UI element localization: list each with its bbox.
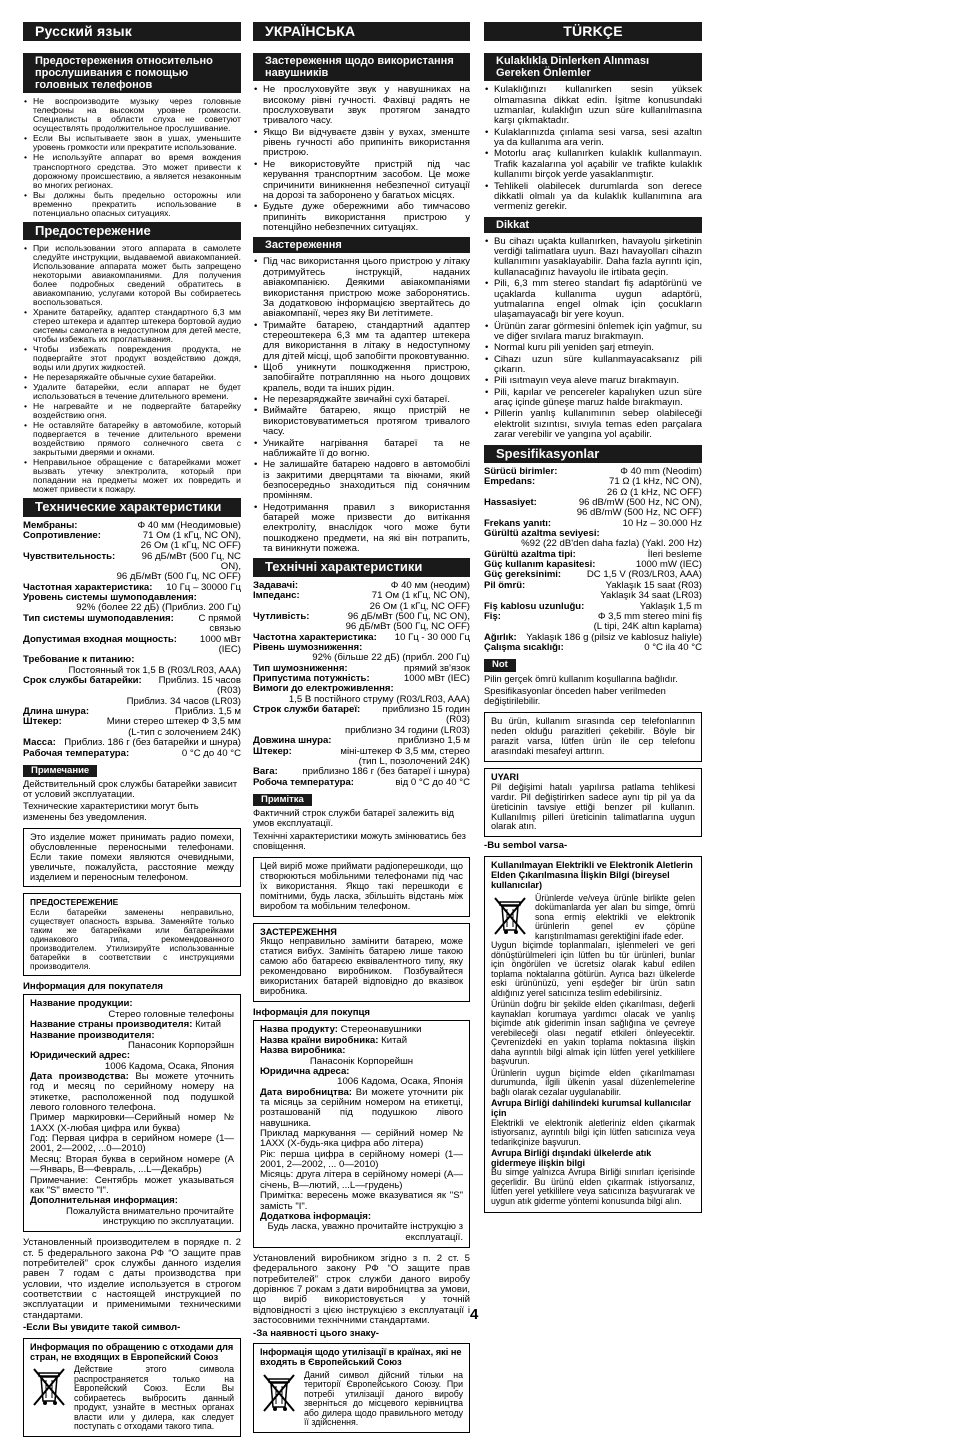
crossed-bin-icon — [260, 1371, 298, 1415]
spec-value: приблизно 15 годин (R03) — [382, 704, 470, 726]
interference-box-ru — [23, 828, 241, 888]
buyer-info-box-uk — [253, 1020, 470, 1248]
page-number: 4 — [470, 1306, 479, 1323]
info-line: Приклад маркування — серійний номер № 1AXX (X-будь-яка цифра або літера) — [260, 1128, 463, 1150]
info-line: Місяць: друга літера в серійному номері (A—січень, B—лютий, ...L—грудень) — [260, 1169, 463, 1191]
spec-key: Строк служби батареї: — [253, 704, 361, 716]
info-line — [30, 1072, 234, 1113]
list-item: • Не нагревайте и не подвергайте батарейку воздействию огня. — [33, 402, 241, 420]
list-item: • Не оставляйте батарейку в автомобиле, который подвергается в течение длительного времени воздействию прямого солнечного света с закрытыми дверями и окнами. — [33, 421, 241, 457]
spec-row: Рівень шумозниження: — [253, 641, 363, 653]
spec-value: 10 Гц - 30 000 Гц — [394, 631, 470, 643]
spec-key: Чувствительность: — [23, 550, 116, 562]
weee-title-uk: Інформація щодо утилізації в країнах, які не входять в Європейський Союз — [260, 1346, 462, 1367]
spec-row — [23, 738, 241, 748]
battery-warning-box-uk — [253, 923, 470, 1003]
column-ukrainian — [253, 22, 470, 1428]
list-item: • Motorlu araç kullanırken kulaklık kullanmayın. Trafik kazalarına yol açabilir ve trafikte kulaklık kullanımı birçok yerde yasaklanmıştır. — [494, 149, 702, 180]
language-header-ru: Русский язык — [23, 22, 241, 41]
spec-row: Требование к питанию: — [23, 654, 135, 666]
spec-value: 96 дБ/мВт (500 Гц, NC ON), — [347, 610, 470, 622]
list-item: • Pili, kapılar ve pencereler kapalıyken uzun süre araç içinde güneşe maruz halde bırakmayın. — [494, 388, 702, 409]
spec-row — [484, 477, 702, 487]
spec-value: Yaklaşık 15 saat (R03) — [605, 579, 702, 591]
info-label: Назва виробника: — [260, 1045, 346, 1057]
spec-key: Задавачі: — [253, 579, 299, 591]
caution-list-tr — [484, 237, 702, 441]
spec-value: Приблиз. 186 г (без батарейки и шнура) — [64, 737, 241, 749]
spec-row — [484, 643, 702, 653]
service-life-text-ru: Установленный производителем в порядке п. 2 ст. 5 федерального закона РФ “О защите прав потребителей” срок службы данного изделия равен 7 годам с даты производства при условии, что изделие используется в строгом соответствии с настоящей инструкцией по эксплуатации и применимыми техническими стандартами. — [23, 1237, 241, 1321]
spec-row: 1,5 В постійного струму (R03/LR03, AAA) — [288, 693, 470, 705]
info-line — [260, 1088, 463, 1129]
list-item: • Неправильное обращение с батарейками может вызвать утечку электролита, который при попадании на предметы может их повредить и может привести к пожару. — [33, 458, 241, 494]
spec-key: Тип шумозниження: — [253, 662, 348, 674]
spec-value: 71 Ω (1 kHz, NC ON), — [609, 476, 702, 488]
spec-row — [253, 591, 470, 601]
info-value: Ви можете уточнити рік та місяць за серійним номером на етикетці, розташованій під подушкою лівого навушника. — [260, 1086, 463, 1129]
spec-row: Gürültü azaltma seviyesi: — [484, 527, 600, 539]
spec-value: 10 Hz – 30.000 Hz — [622, 517, 702, 529]
battery-warning-title-ru: ПРЕДОСТЕРЕЖЕНИЕ — [30, 897, 119, 908]
interference-text-ru: Это изделие может принимать радио помехи, обусловленные переносными телефонами. Если такие помехи являются очевидными, увеличьте, пожалуйста, расстояние между изделием и переносным телефоном. — [30, 831, 234, 882]
precaution-list-ru — [23, 97, 241, 217]
service-life-text-uk: Установлений виробником згідно з п. 2 ст. 5 федерального закону РФ “О защите прав потребителей” строк служби даного виробу дорівнює 7 рокам з дати виробництва за умови, що виріб використовується у точній відповідності з цією інструкцією з експлуатації і застосовними технічними стандартами. — [253, 1253, 470, 1327]
info-label: Название производителя: — [30, 1029, 155, 1041]
info-line: Рік: перша цифра в серійному номері (1—2001, 2—2002, ... 0—2010) — [260, 1148, 463, 1171]
spec-key: Ağırlık: — [484, 631, 517, 643]
spec-key: Fiş kablosu uzunluğu: — [484, 600, 585, 612]
list-item: • Не используйте аппарат во время вождения транспортного средства. Это может привести к дорожному происшествию, а является незаконным во многих регионах. — [33, 153, 241, 189]
info-label: Назва продукту: — [260, 1024, 338, 1036]
info-line: Пример маркировки—Серийный номер № 1AXX (X-любая цифра или буква) — [30, 1112, 234, 1134]
buyer-info-box-ru — [23, 994, 241, 1232]
list-item: • Храните батарейку, адаптер стандартного 6,3 мм стерео штекера и адаптер штекера бортовой аудио системы самолета в недоступном для детей месте, чтобы избежать их проглатывания. — [33, 308, 241, 344]
spec-row: Постоянный ток 1,5 В (R03/LR03, AAA) — [68, 664, 241, 676]
spec-row: 26 Ω (1 kHz, NC OFF) — [606, 486, 702, 498]
spec-value: Φ 40 mm (Neodim) — [620, 465, 702, 477]
caution-list-ru — [23, 244, 241, 494]
spec-row: 92% (более 22 дБ) (Приблиз. 200 Гц) — [76, 602, 241, 614]
spec-key: Güç gereksinimi: — [484, 569, 562, 581]
list-item: • При использовании этого аппарата в самолете следуйте инструкции, выдаваемой авиакомпанией. Использование аппарата может быть запрещено некоторыми авиакомпаниями. Для получения более подробных сведений обратитесь в авиакомпанию, услугами которой Вы собираетесь воспользоваться. — [33, 244, 241, 307]
info-value: Вы можете уточнить год и месяц по серийному номеру на этикетке, расположенной под подушкой левого головного телефона. — [30, 1070, 234, 1114]
spec-row: 26 Ом (1 кГц, NC OFF) — [369, 600, 470, 612]
spec-row: 96 dB/mW (500 Hz, NC OFF) — [576, 507, 702, 519]
info-line: Примітка: вересень може вказуватися як "S" замість "I". — [260, 1190, 463, 1212]
spec-value: приблизно 1,5 м — [397, 735, 470, 747]
list-item: • Kulaklarınızda çınlama sesi varsa, sesi azaltın ya da kullanıma ara verin. — [494, 128, 702, 149]
interference-text-uk: Цей виріб може приймати радіоперешкоди, що створюються мобільними телефонами під час їх використання. Якщо такі перешкоди є помітними, будь ласка, збільшіть відстань між виробом та мобільним телефоном. — [260, 860, 463, 911]
info-line: Год: Первая цифра в серийном номере (1—2001, 2—2002, ...0—2010) — [30, 1133, 234, 1155]
weee-title-tr: Kullanılmayan Elektrikli ve Elektronik Aletlerin Elden Çıkarılmasına İlişkin Bilgi (bireysel kullanıcılar) — [491, 859, 693, 890]
note-text2-tr: Spesifikasyonlar önceden haber verilmeden değiştirilebilir. — [484, 684, 666, 706]
battery-warning-text-uk: Якщо неправильно замінити батарею, може статися вибух. Замініть батарею лише такою самою або батареєю еквівалентного типу, яку рекомендовано виробником. Позбувайтеся використаних батарей відповідно до вказівок виробника. — [260, 936, 463, 997]
spec-key: Длина шнура: — [23, 706, 90, 718]
spec-value: приблизно 186 г (без батареї і шнура) — [302, 766, 470, 778]
section-title-headphone-precautions-ru: Предостережения относительно прослушивания с помощью головных телефонов — [23, 53, 241, 93]
note-text-uk: Фактичний строк служби батареї залежить від умов експлуатації. — [253, 807, 454, 829]
info-label: Назва країни виробника: — [260, 1034, 379, 1046]
spec-value: 71 Ом (1 кГц, NC ON), — [371, 590, 470, 602]
list-item: • Не залишайте батарею надовго в автомобілі із закритими дверцятами та вікнами, який безпосередньо знаходиться під сонячним промінням. — [263, 460, 470, 501]
weee-text-tr: Ürünlerde ve/veya ürünle birlikte gelen dokümanlarda yer alan bu simge, ömrü sona ermiş elektrikli ve elektronik ürünlerin genel ev çöpüne karıştırılmaması gerektiğini ifade eder. — [535, 892, 695, 941]
list-item: • Вы должны быть предельно осторожны или временно прекратить использование в потенциально опасных ситуациях. — [33, 191, 241, 218]
symbol-caption-ru: -Если Вы увидите такой символ- — [23, 1322, 181, 1334]
column-turkish — [484, 22, 702, 1332]
spec-row: Приблиз. 34 часов (LR03) — [126, 695, 241, 707]
spec-row: (тип L, позолочений 24K) — [358, 755, 470, 767]
spec-row: (L tipi, 24K altın kaplama) — [593, 621, 702, 633]
symbol-caption-uk: -За наявності цього знаку- — [253, 1327, 380, 1339]
crossed-bin-icon — [491, 894, 529, 938]
spec-value: Yaklaşık 1,5 m — [639, 600, 702, 612]
info-line: 1006 Кадома, Осака, Япония — [104, 1060, 234, 1072]
list-item: • Normal kuru pili yeniden şarj etmeyin. — [494, 343, 702, 353]
section-title-specs-ru: Технические характеристики — [23, 498, 241, 516]
spec-row: %92 (22 dB'den daha fazla) (Yakl. 200 Hz) — [521, 538, 702, 550]
weee-p6-tr: Bu simge yalnızca Avrupa Birliği sınırları içerisinde geçerlidir. Bu ürünü elden çıkarmak istiyorsanız, lütfen yerel yetkililere veya satıcınıza başvurarak ve uygun atık giderme yöntemi konusunda bilgi alın. — [491, 1167, 695, 1206]
spec-table-tr — [484, 467, 702, 653]
list-item: • Щоб уникнути пошкодження пристрою, запобігайте потраплянню на нього дощових крапель, води та інших рідин. — [263, 363, 470, 394]
crossed-bin-icon — [30, 1365, 68, 1409]
spec-row — [23, 635, 241, 656]
list-item: • Будьте дуже обережними або тимчасово припиніть використання пристрою у потенційно небезпечних ситуаціях. — [263, 202, 470, 233]
weee-h6-tr: Avrupa Birliği dışındaki ülkelerde atık gidermeye ilişkin bilgi — [491, 1148, 652, 1168]
weee-box-ru — [23, 1338, 241, 1437]
section-title-specs-uk: Технічні характеристики — [253, 558, 470, 576]
list-item: • Тримайте батарею, стандартний адаптер стереоштекера 6,3 мм та адаптер штекера для використання в літаку в недоступному для дітей місці, щоб запобігти проковтуванню. — [263, 321, 470, 362]
battery-warning-text-ru: Если батарейки заменены неправильно, существует опасность взрыва. Заменяйте только таким же батарейками или батарейками одинакового типа, рекомендованного производителем. Утилизируйте использованные батарейки в соответствии с инструкциями производителя. — [30, 906, 234, 971]
list-item: • Pili ısıtmayın veya aleve maruz bırakmayın. — [494, 376, 702, 386]
spec-value: 71 Ом (1 кГц, NC ON), — [142, 529, 241, 541]
spec-row — [23, 676, 241, 697]
info-line: Примечание: Сентябрь может указываться как "S" вместо "I". — [30, 1174, 234, 1196]
spec-row — [23, 552, 241, 573]
section-title-headphone-precautions-uk: Застереження щодо використання навушників — [253, 53, 470, 81]
spec-key: Hassasiyet: — [484, 496, 537, 508]
list-item: • Не прослуховуйте звук у навушниках на високому рівні гучності. Фахівці радять не прослуховувати звук протягом занадто тривалого часу. — [263, 85, 470, 126]
spec-key: Fiş: — [484, 610, 501, 622]
spec-key: Тип системы шумоподавления: — [23, 612, 174, 624]
info-label: Название продукции: — [30, 998, 133, 1010]
spec-row: 26 Ом (1 кГц, NC OFF) — [140, 540, 241, 552]
spec-row: 96 дБ/мВт (500 Гц, NC OFF) — [345, 621, 470, 633]
info-line: Панасоник Корпорэйшн — [128, 1039, 234, 1051]
list-item: • Не воспроизводите музыку через головные телефоны на высоком уровне громкости. Специалисты в области слуха не советуют осуществлять продолжительное прослушивание. — [33, 97, 241, 133]
section-title-caution-ru: Предостережение — [23, 222, 241, 240]
info-value: Стереонавушники — [338, 1024, 422, 1036]
spec-key: Gürültü azaltma tipi: — [484, 548, 576, 560]
spec-row — [23, 749, 241, 759]
spec-row: 92% (більше 22 дБ) (прибл. 200 Гц) — [312, 652, 470, 664]
weee-text-ru: Действие этого символа распространяется только на Европейский Союз. Если Вы собираетесь выбросить данный продукт, узнайте в местных органах власти или у дилера, как следует поступать с отходами такого типа. — [74, 1364, 234, 1432]
info-line — [260, 1046, 463, 1056]
note-label-ru: Примечание — [23, 765, 97, 777]
info-label: Дата виробництва: — [260, 1086, 353, 1098]
list-item: • Kulaklığınızı kullanırken sesin yüksek olmamasına dikkat edin. İşitme konusundaki uzmanlar, kulaklığın uzun süre kullanılmasına karşı çıkmaktadır. — [494, 85, 702, 126]
spec-row: 96 дБ/мВт (500 Гц, NC OFF) — [116, 571, 241, 583]
spec-value: 96 дБ/мВт (500 Гц, NC ON), — [141, 550, 241, 573]
info-value: Китай — [378, 1034, 408, 1046]
precaution-list-tr — [484, 85, 702, 212]
language-header-uk: УКРАЇНСЬКА — [253, 22, 470, 41]
language-header-tr: TÜRKÇE — [484, 22, 702, 41]
spec-key: Частотная характеристика: — [23, 581, 153, 593]
note-text2-uk: Технічні характеристики можуть змінюватись без сповіщення. — [253, 829, 466, 851]
weee-title-ru: Информация по обращению с отходами для стран, не входящих в Европейский Союз — [30, 1341, 234, 1362]
spec-key: Empedans: — [484, 476, 536, 488]
spec-value: DC 1,5 V (R03/LR03, AAA) — [586, 569, 702, 581]
weee-p5-tr: Elektrikli ve elektronik aletleriniz elden çıkarmak istiyorsanız, ayrıntılı bilgi için lütfen satıcınıza veya tedarikçinize başvurun. — [491, 1117, 695, 1147]
battery-warning-title-tr: UYARI — [491, 771, 519, 782]
spec-value: 1000 mW (IEC) — [635, 559, 702, 571]
spec-key: Штекер: — [23, 716, 62, 728]
spec-value: İleri besleme — [647, 548, 702, 560]
weee-box-uk — [253, 1343, 470, 1433]
spec-value: міні-штекер Φ 3,5 мм, стерео — [340, 745, 470, 757]
weee-box-tr — [484, 856, 702, 1214]
spec-value: Φ 40 мм (неодим) — [390, 579, 470, 591]
info-label: Юридический адрес: — [30, 1050, 131, 1062]
weee-text-uk: Даний символ дійсний тільки на території Європейського Союзу. При потребі утилізації даного виробу зверніться до місцевого керівництва або дилера щодо правильного методу її здійснення. — [304, 1369, 463, 1428]
list-item: • Чтобы избежать повреждения продукта, не подвергайте этот продукт воздействию дождя, воды или других жидкостей. — [33, 345, 241, 372]
section-title-caution-uk: Застереження — [253, 237, 470, 253]
list-item: • Не перезаряджайте звичайні сухі батареї. — [263, 395, 470, 405]
spec-row — [23, 614, 241, 635]
spec-value: від 0 °C до 40 °C — [395, 776, 470, 788]
symbol-caption-tr: -Bu sembol varsa- — [484, 840, 568, 852]
battery-warning-box-tr — [484, 768, 702, 838]
spec-key: Frekans yanıtı: — [484, 517, 552, 529]
buyer-info-title-uk: Інформація для покупця — [253, 1007, 370, 1019]
spec-row: (L-тип с золочением 24K) — [128, 726, 241, 738]
note-label-tr: Not — [484, 659, 516, 671]
spec-key: Довжина шнура: — [253, 735, 332, 747]
spec-value: 1000 мВт (IEC) — [199, 633, 241, 655]
spec-key: Сопротивление: — [23, 529, 101, 541]
spec-value: Yaklaşık 186 g (pilsiz ve kablosuz haliyle) — [526, 631, 702, 643]
spec-key: Sürücü birimler: — [484, 465, 558, 477]
spec-value: прямий зв'язок — [404, 662, 470, 674]
info-label: Дата производства: — [30, 1070, 129, 1082]
list-item: • Виймайте батарею, якщо пристрій не використовуватиметься протягом тривалого часу. — [263, 406, 470, 437]
list-item: • Удалите батарейки, если аппарат не будет использоваться в течение длительного времени. — [33, 383, 241, 401]
spec-key: Вага: — [253, 766, 278, 778]
info-label: Юридична адреса: — [260, 1065, 350, 1077]
buyer-info-title-ru: Информация для покупателя — [23, 981, 164, 993]
list-item: • Pili, 6,3 mm stereo standart fiş adaptörünü ve uçaklarda kullanıma uygun adaptörü, yutmalarına engel olmak için çocukların ulaşamayacağı bir yere koyun. — [494, 279, 702, 320]
info-line: Пожалуйста внимательно прочитайте инструкцию по эксплуатации. — [65, 1205, 234, 1227]
spec-key: Імпеданс: — [253, 590, 300, 602]
list-item: • Bu cihazı uçakta kullanırken, havayolu şirketinin verdiği talimatlara uyun. Bazı havayolları cihazın kullanımını yasaklayabilir. Daha fazla ayrıntı için, kullanacağınız havayolu ile irtibata geçin. — [494, 237, 702, 278]
spec-row: приблизно 34 години (LR03) — [345, 724, 470, 736]
spec-row — [253, 778, 470, 788]
spec-value: 10 Гц – 30000 Гц — [166, 581, 241, 593]
spec-row: Вимоги до електроживлення: — [253, 683, 394, 695]
info-line: Будь ласка, уважно прочитайте інструкцію з експлуатації. — [267, 1221, 463, 1243]
spec-row: Yaklaşık 34 saat (LR03) — [600, 590, 702, 602]
section-title-caution-tr: Dikkat — [484, 217, 702, 233]
list-item: • Ürünün zarar görmesini önlemek için yağmur, su ve diğer sıvılara maruz bırakmayın. — [494, 322, 702, 343]
interference-text-tr: Bu ürün, kullanım sırasında cep telefonlarının neden olduğu parazitleri çekebilir. Böyle bir parazit varsa, lütfen ürün ile cep telefonu arasındaki mesafeyi arttırın. — [491, 716, 695, 756]
info-label: Дополнительная информация: — [30, 1195, 178, 1207]
precaution-list-uk — [253, 85, 470, 233]
spec-row — [253, 736, 470, 746]
spec-key: Штекер: — [253, 745, 292, 757]
list-item: • Під час використання цього пристрою у літаку дотримуйтесь інструкцій, наданих авіакомпанією. Деякими авіакомпаніями використання пристрою може заборонятись. За додатковою інформацією звертайтесь до авіакомпанії, через яку Ви летітимете. — [263, 257, 470, 319]
spec-key: Припустима потужність: — [253, 673, 370, 685]
spec-value: С прямой связью — [198, 612, 241, 635]
weee-p4-tr: Ürünlerin uygun biçimde elden çıkarılmaması durumunda, ilgili ülkenin yasal düzenlemelerine bağlı olarak cezalar uygulanabilir. — [491, 1067, 695, 1097]
list-item: • Pillerin yanlış kullanımının sebep olabileceği elektrolit sızıntısı, sıvıyla temas eden parçalara zarar verebilir ve yangına yol açabilir. — [494, 409, 702, 440]
list-item: • Cihazı uzun süre kullanmayacaksanız pili çıkarın. — [494, 355, 702, 376]
spec-value: 1000 мВт (IEC) — [403, 673, 470, 685]
spec-value: Приблиз. 1,5 м — [175, 706, 241, 718]
list-item: • Не використовуйте пристрій під час керування транспортним засобом. Це може спричинити виникнення небезпечної ситуації на дорозі та заборонено у багатьох місцях. — [263, 160, 470, 201]
battery-warning-title-uk: ЗАСТЕРЕЖЕННЯ — [260, 926, 337, 937]
spec-key: Чутливість: — [253, 610, 310, 622]
spec-key: Допустимая входная мощность: — [23, 633, 177, 645]
spec-value: Мини стерео штекер Φ 3,5 мм — [106, 716, 241, 728]
note-text2-ru: Технические характеристики могут быть изменены без уведомления. — [23, 800, 199, 822]
list-item: • Не перезаряжайте обычные сухие батарейки. — [33, 373, 241, 382]
battery-warning-box-ru — [23, 893, 241, 976]
info-line: Месяц: Вторая буква в серийном номере (A—Январь, B—Февраль, ...L—Декабрь) — [30, 1153, 234, 1176]
info-line: Панасонік Корпорейшн — [309, 1055, 414, 1067]
spec-value: Φ 3,5 mm stereo mini fiş — [597, 610, 702, 622]
spec-key: Pil ömrü: — [484, 579, 526, 591]
info-label: Название страны производителя: — [30, 1019, 193, 1031]
weee-h5-tr: Avrupa Birliği dahilindeki kurumsal kullanıcılar için — [491, 1098, 692, 1118]
info-value: Китай — [192, 1019, 222, 1031]
spec-key: Робоча температура: — [253, 776, 355, 788]
spec-key: Масса: — [23, 737, 56, 749]
spec-value: 0 °C до 40 °C — [181, 747, 241, 759]
list-item: • Уникайте нагрівання батареї та не наближайте її до вогню. — [263, 439, 470, 460]
spec-key: Срок службы батарейки: — [23, 675, 142, 686]
list-item: • Недотримання правил з використання батарей може призвести до витікання електроліту, внаслідок чого може бути пошкоджено предмети, на які він потрапить, та виникнути пожежа. — [263, 503, 470, 555]
spec-key: Частотна характеристика: — [253, 631, 377, 643]
spec-key: Рабочая температура: — [23, 747, 130, 759]
spec-table-uk — [253, 581, 470, 788]
spec-value: Φ 40 мм (Неодимовые) — [137, 519, 241, 531]
info-line: Стерео головные телефоны — [108, 1008, 234, 1020]
spec-value: 96 dB/mW (500 Hz, NC ON), — [578, 496, 702, 508]
list-item: • Якщо Ви відчуваєте дзвін у вухах, зменште рівень гучності або припиніть використання пристрою. — [263, 128, 470, 159]
spec-value: 0 °C ila 40 °C — [644, 641, 702, 653]
info-line: 1006 Кадома, Осака, Японія — [337, 1076, 463, 1088]
spec-key: Çalışma sıcaklığı: — [484, 641, 564, 653]
caution-list-uk — [253, 257, 470, 554]
spec-table-ru — [23, 521, 241, 759]
weee-p2-tr: Uygun biçimde toplanmaları, işlenmeleri ve geri dönüştürülmeleri için lütfen bu tür ürünleri, bunlar için öngörülen ve ücretsiz olarak kabul edilen toplama noktalarına götürün. Ayrıca bazı ülkelerde eski ürününüzü, yeni eşdeğer bir ürün satın aldığınız yerel satıcınıza teslim edebilirsiniz. — [491, 940, 695, 998]
spec-row — [253, 705, 470, 726]
spec-row: Уровень системы шумоподавления: — [23, 592, 197, 604]
note-label-uk: Примітка — [253, 794, 312, 806]
battery-warning-text-tr: Pil değişimi hatalı yapılırsa patlama tehlikesi vardır. Pil değiştirirken sadece aynı tip pil ya da üreticinin tavsiye ettiği benzer pil kullanın. Kullanılmış pilleri üreticinin talimatlarına uygun olarak atın. — [491, 781, 695, 832]
info-label: Додаткова інформація: — [260, 1210, 372, 1222]
list-item: • Tehlikeli olabilecek durumlarda son derece dikkatli olmalı ya da kulaklık kullanımına ara vermeniz gerekir. — [494, 182, 702, 213]
note-text-ru: Действительный срок службы батарейки зависит от условий эксплуатации. — [23, 778, 238, 800]
column-russian — [23, 22, 241, 1432]
weee-p3-tr: Ürünün doğru bir şekilde elden çıkarılması, değerli kaynakları korumaya yardımcı olacak ve yanlış biçimde atık giderimin insan sağlığına ve çevreye verebileceği olası negatif etkileri önleyecektir. Çevrenizdeki en yakın toplama noktasına ilişkin daha ayrıntılı bilgi almak için lütfen yerel yetkililere başvurun. — [491, 999, 695, 1067]
interference-box-uk — [253, 857, 470, 917]
interference-box-tr — [484, 712, 702, 762]
spec-key: Güç kullanım kapasitesi: — [484, 559, 596, 571]
section-title-headphone-precautions-tr: Kulaklıkla Dinlerken Alınması Gereken Önlemler — [484, 53, 702, 81]
spec-key: Мембраны: — [23, 519, 78, 531]
section-title-specs-tr: Spesifikasyonlar — [484, 445, 702, 463]
spec-value: Приблиз. 15 часов (R03) — [158, 675, 241, 697]
note-text-tr: Pilin gerçek ömrü kullanım koşullarına bağlıdır. — [484, 672, 678, 684]
list-item: • Если Вы испытываете звон в ушах, уменьшите уровень громкости или прекратите использование. — [33, 134, 241, 152]
